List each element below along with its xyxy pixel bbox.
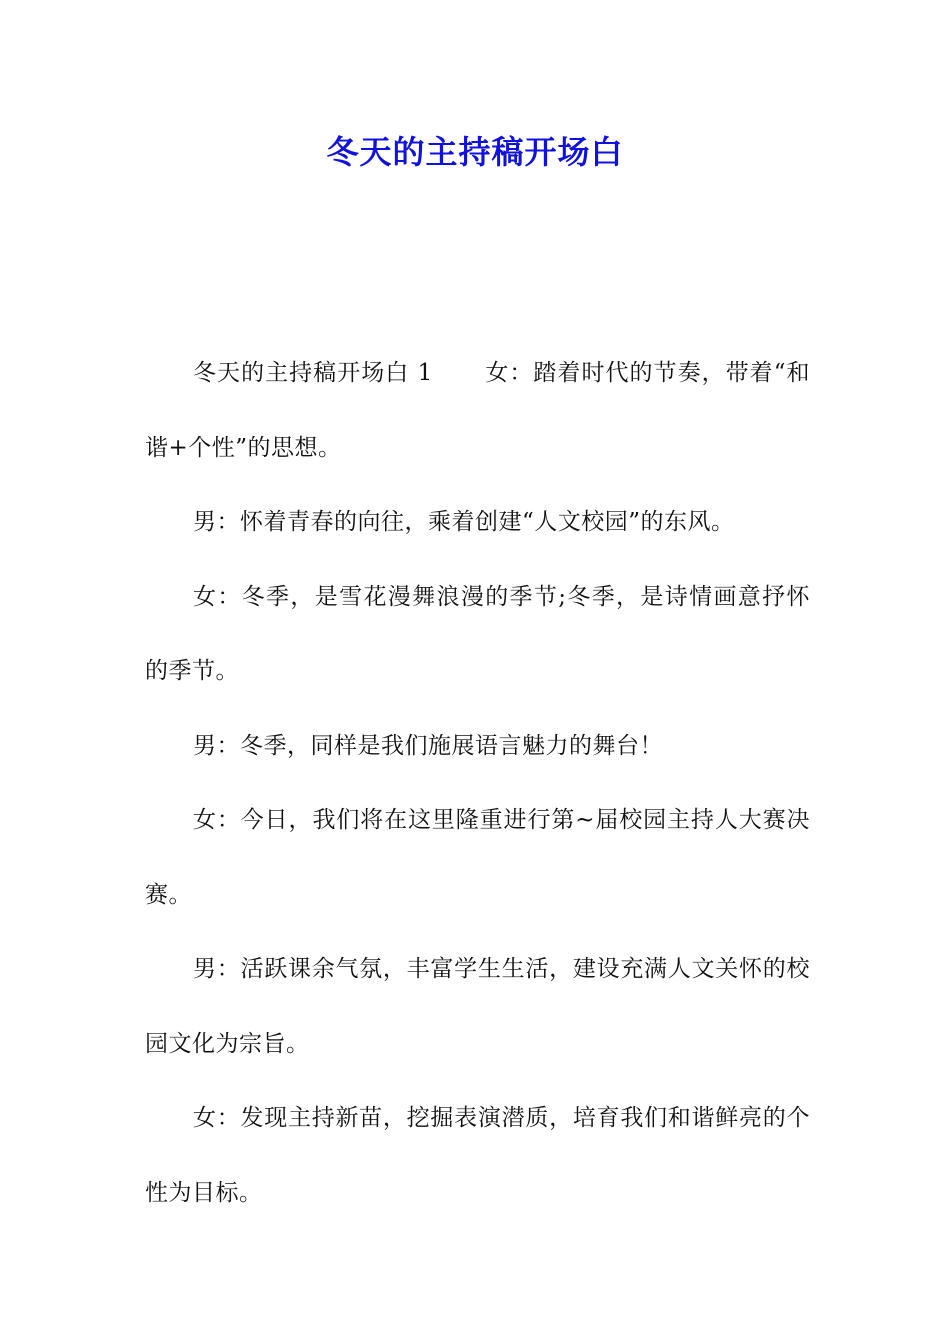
section-heading: 冬天的主持稿开场白 1 bbox=[193, 360, 433, 386]
document-title: 冬天的主持稿开场白 bbox=[326, 133, 624, 171]
paragraph bbox=[145, 336, 810, 485]
paragraph: 男：怀着青春的向往，乘着创建“人文校园”的东风。 bbox=[193, 509, 735, 535]
paragraph: 男：冬季，同样是我们施展语言魅力的舞台！ bbox=[193, 732, 663, 759]
document-body bbox=[145, 336, 810, 1230]
paragraph: 女：发现主持新苗，挖掘表演潜质，培育我们和谐鲜亮的个性为目标。 bbox=[145, 1105, 810, 1206]
paragraph: 女：冬季，是雪花漫舞浪漫的季节;冬季，是诗情画意抒怀的季节。 bbox=[145, 583, 810, 684]
paragraph-text: 女：踏着时代的节奏，带着“和谐+个性”的思想。 bbox=[145, 360, 810, 461]
paragraph: 男：活跃课余气氛，丰富学生生活，建设充满人文关怀的校园文化为宗旨。 bbox=[145, 956, 810, 1057]
paragraph: 女：今日，我们将在这里隆重进行第~届校园主持人大赛决赛。 bbox=[145, 807, 810, 908]
